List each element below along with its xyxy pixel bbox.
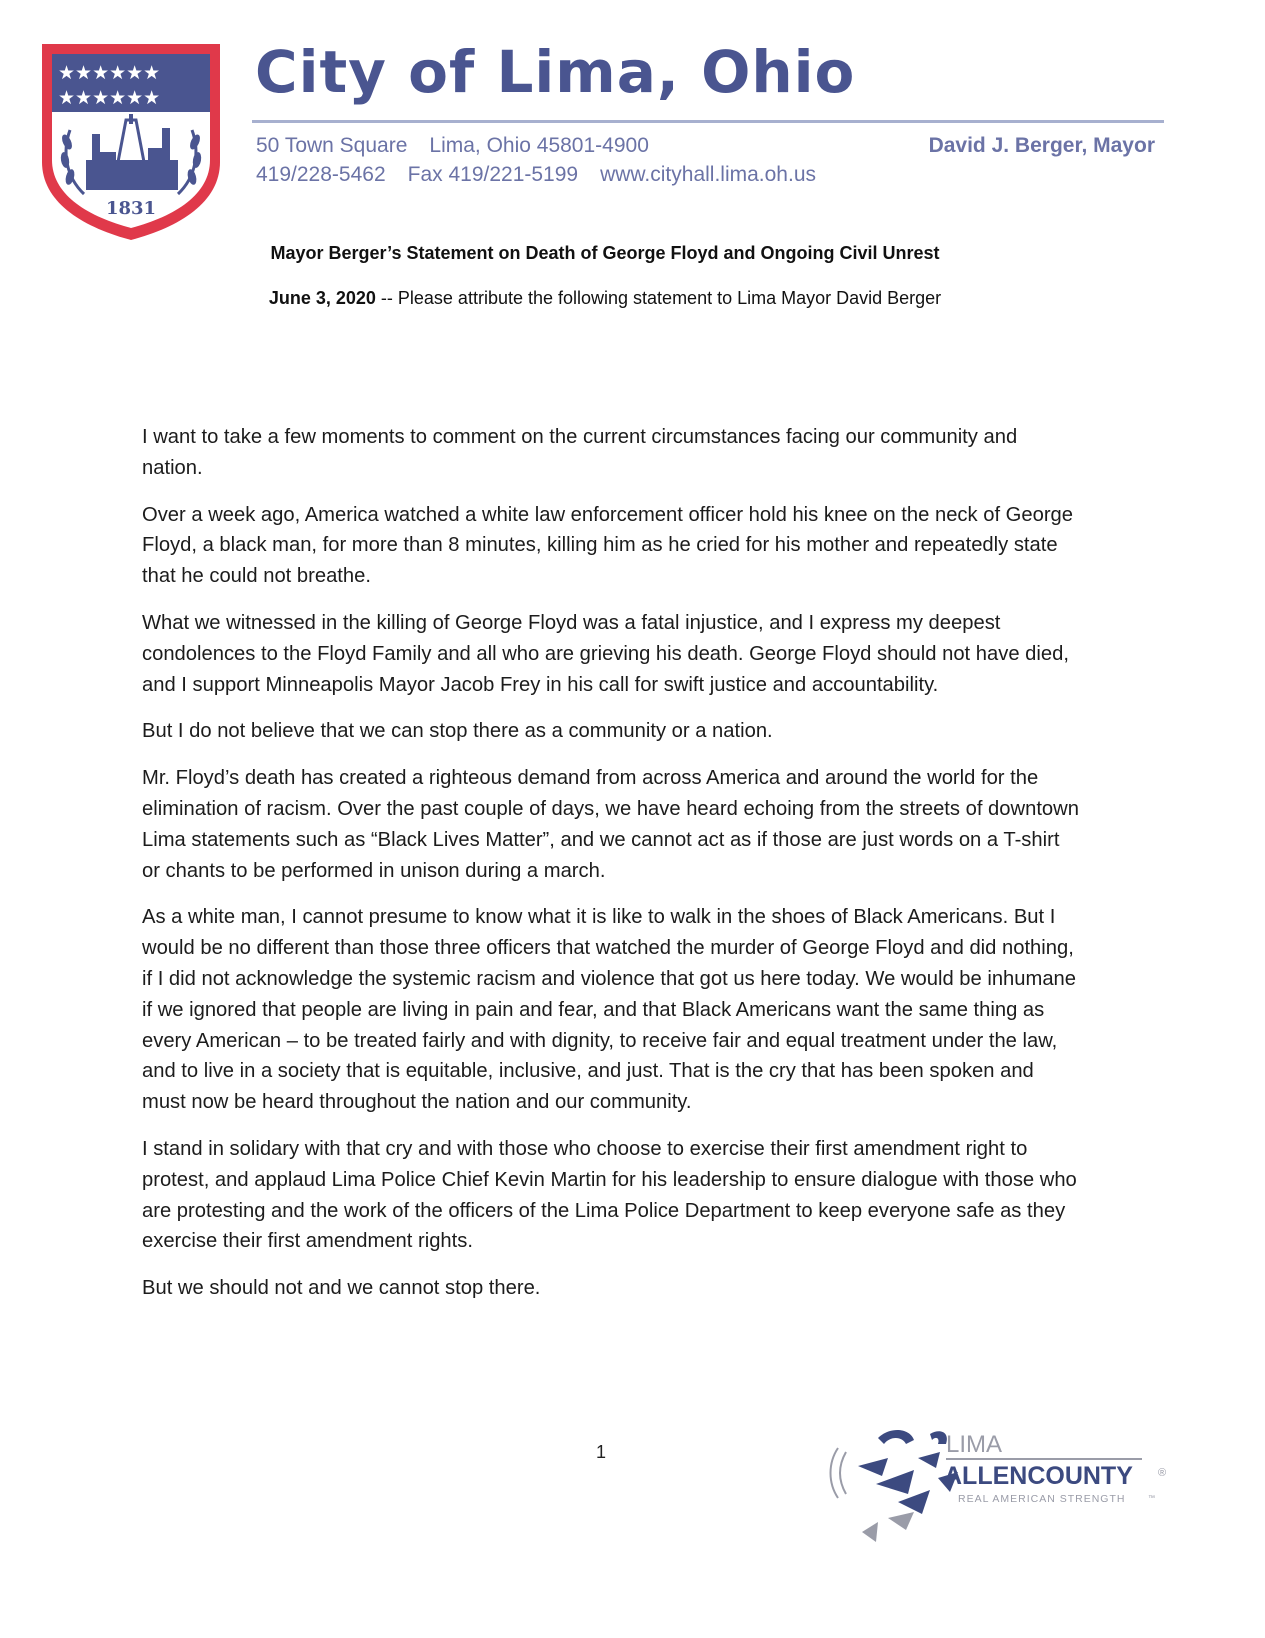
statement-attribution: -- Please attribute the following statement to Lima Mayor David Berger — [375, 288, 942, 308]
body-paragraph: As a white man, I cannot presume to know what it is like to walk in the shoes of Black Americans. But I would be no different than those three officers that watched the murder of George Floyd and did nothing, if I did not acknowledge the systemic racism and violence that got us here today. We would be inhumane if we ignored that people are living in pain and fear, and that Black Americans want the same thing as every American – to be treated fairly and with dignity, to receive fair and equal treatment under the law, and to live in a society that is equitable, inclusive, and just. That is the cry that has been spoken and must now be heard throughout the nation and our community. — [142, 906, 1077, 1114]
seal-year: 1831 — [105, 198, 157, 219]
body-paragraph: What we witnessed in the killing of George Floyd was a fatal injustice, and I express my deepest condolences to the Floyd Family and all who are grieving his death. George Floyd should not have died, and I support Minneapolis Mayor Jacob Frey in his call for swift justice and accountability. — [142, 611, 1069, 696]
logo-trademark: ™ — [1148, 1495, 1155, 1502]
logo-line-lima: LIMA — [946, 1431, 1003, 1458]
lima-allen-county-logo — [818, 1418, 1178, 1548]
body-paragraph: I stand in solidary with that cry and with those who choose to exercise their first amendment right to protest, and applaud Lima Police Chief Kevin Martin for his leadership to ensure dialogue with those who are protesting and the work of the officers of the Lima Police Department to keep everyone safe as they exercise their first amendment rights. — [142, 1137, 1077, 1253]
website-link[interactable]: www.cityhall.lima.oh.us — [600, 163, 816, 186]
statement-date: June 3, 2020 — [268, 288, 376, 308]
body-paragraph: But I do not believe that we can stop there as a community or a nation. — [142, 720, 773, 743]
body-paragraph: Over a week ago, America watched a white law enforcement officer hold his knee on the neck of George Floyd, a black man, for more than 8 minutes, killing him as he cried for his mother and repeatedly state that he could not breathe. — [142, 503, 1074, 588]
svg-text:★★★★★★: ★★★★★★ — [58, 87, 161, 109]
letterhead-contact-line — [256, 163, 838, 187]
statement-body — [142, 422, 1082, 1320]
city-seal-logo — [40, 42, 222, 242]
body-paragraph: I want to take a few moments to comment on the current circumstances facing our community and nation. — [142, 426, 1018, 479]
fax-number: Fax 419/221-5199 — [407, 163, 579, 186]
body-paragraph: Mr. Floyd’s death has created a righteous demand from across America and around the world for the elimination of racism. Over the past couple of days, we have heard echoing from the streets of downtown Lima statements such as “Black Lives Matter”, and we cannot act as if those are just words on a T-shirt or chants to be performed in unison during a march. — [142, 767, 1079, 882]
street-address: 50 Town Square — [256, 134, 408, 157]
svg-text:★★★★★★: ★★★★★★ — [58, 62, 161, 84]
statement-dateline — [0, 288, 1210, 309]
logo-line-allencounty: ALLENCOUNTY — [944, 1462, 1133, 1490]
page-number: 1 — [596, 1442, 607, 1462]
body-paragraph: But we should not and we cannot stop there. — [142, 1277, 541, 1300]
logo-tagline: REAL AMERICAN STRENGTH — [958, 1493, 1126, 1505]
letterhead-title: City of Lima, Ohio — [255, 38, 856, 106]
logo-registered-mark: ® — [1158, 1467, 1167, 1479]
letterhead-address-line — [256, 134, 671, 158]
city-state-zip: Lima, Ohio 45801-4900 — [429, 134, 649, 157]
letterhead-divider — [252, 120, 1164, 123]
mayor-name: David J. Berger, Mayor — [928, 134, 1155, 157]
statement-headline: Mayor Berger’s Statement on Death of George Floyd and Ongoing Civil Unrest — [270, 243, 940, 263]
phone-number: 419/228-5462 — [256, 163, 386, 186]
